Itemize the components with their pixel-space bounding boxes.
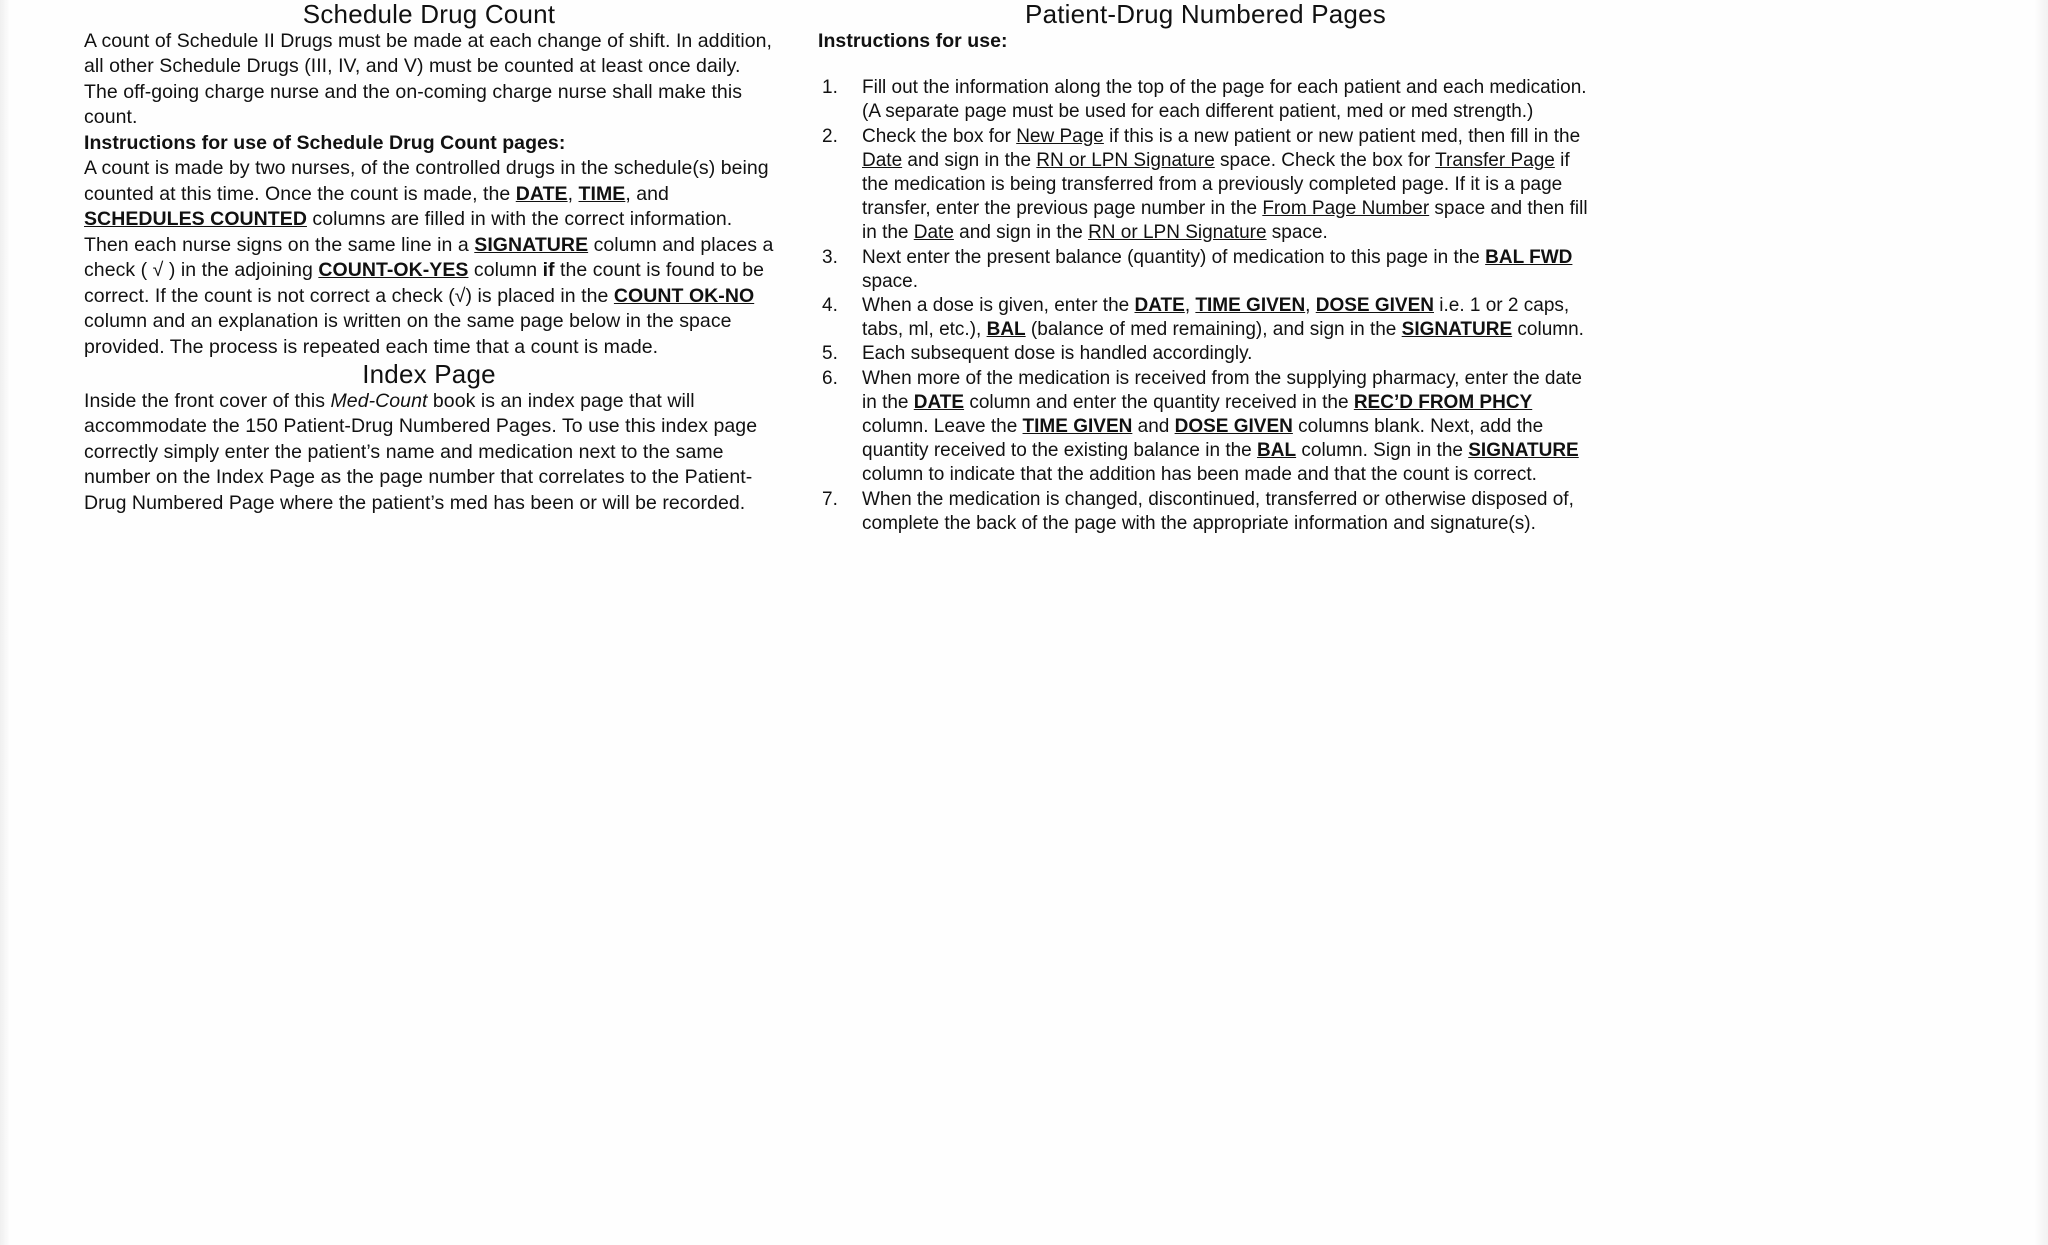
- emphasized-term: SIGNATURE: [1401, 319, 1513, 341]
- underlined-term: From Page Number: [1262, 198, 1430, 220]
- emphasized-term: SIGNATURE: [1468, 440, 1579, 462]
- count-text-8: column and an explanation is written on the same page below in the space provided. The process is repeated each time that a count is made.: [84, 310, 732, 358]
- instruction-text: Check the box for: [862, 125, 1017, 147]
- instruction-text: if this is a new patient or new patient med, then fill in the: [1103, 125, 1581, 147]
- instruction-item: [818, 342, 1593, 366]
- instruction-text: if the medication is being transferred from a previously completed page. If it is a page transfer, enter the previous page number in the: [862, 149, 1570, 220]
- instruction-text: column and enter the quantity received in the: [964, 391, 1354, 413]
- count-text-4: columns are filled in with the correct information. Then each nurse signs on the same line in a: [84, 208, 733, 256]
- schedule-drug-count-procedure-paragraph: [84, 156, 774, 360]
- underlined-term: Date: [862, 149, 903, 171]
- emphasized-term: DATE: [913, 391, 965, 413]
- count-text-6: column: [468, 259, 543, 282]
- count-text-7: the count is found to be correct. If the count is not correct a check (√) is placed in the: [84, 259, 764, 307]
- instruction-text: ,: [1305, 294, 1316, 316]
- instruction-text: and sign in the: [902, 149, 1037, 171]
- term-count-ok-yes: COUNT-OK-YES: [318, 259, 469, 282]
- instruction-item: [818, 488, 1593, 536]
- instruction-text: When a dose is given, enter the: [862, 294, 1135, 316]
- instructions-for-use-subheading: Instructions for use:: [818, 29, 1008, 52]
- underlined-term: RN or LPN Signature: [1036, 149, 1215, 171]
- instruction-text: space. Check the box for: [1214, 149, 1436, 171]
- instruction-text: Fill out the information along the top of the page for each patient and each medication. (A separate page must be used for each different patient, med or med strength.): [862, 77, 1587, 123]
- instruction-text: i.e. 1 or 2 caps, tabs, ml, etc.),: [862, 294, 1570, 341]
- instructions-list: [818, 76, 1593, 536]
- term-time: TIME: [578, 182, 626, 205]
- emphasized-term: REC’D FROM PHCY: [1353, 391, 1533, 413]
- instruction-text: space.: [1266, 222, 1328, 244]
- emphasized-term: DATE: [1134, 294, 1185, 316]
- term-date: DATE: [515, 182, 568, 205]
- instruction-item: [818, 76, 1593, 124]
- emphasized-term: BAL: [1257, 440, 1297, 462]
- instruction-text: space.: [862, 270, 918, 292]
- instruction-item: [818, 367, 1593, 488]
- underlined-term: New Page: [1016, 125, 1104, 147]
- emphasized-term: BAL FWD: [1485, 246, 1573, 268]
- instruction-text: When the medication is changed, discontinued, transferred or otherwise disposed of, complete the back of the page with the appropriate information and signature(s).: [862, 488, 1574, 534]
- instruction-text: ,: [1184, 294, 1196, 316]
- emphasized-term: BAL: [986, 319, 1026, 341]
- instruction-text: Next enter the present balance (quantity) of medication to this page in the: [862, 246, 1486, 268]
- med-count-italic-term: Med-Count: [330, 389, 428, 412]
- underlined-term: Transfer Page: [1435, 149, 1555, 171]
- patient-drug-numbered-pages-title: Patient-Drug Numbered Pages: [1025, 0, 1386, 29]
- left-column: [84, 0, 774, 516]
- emphasized-term: DOSE GIVEN: [1315, 294, 1434, 316]
- instruction-item: [818, 125, 1593, 246]
- count-text-3: , and: [625, 182, 669, 205]
- instruction-text: Each subsequent dose is handled accordingly.: [862, 343, 1253, 365]
- schedule-drug-count-title: Schedule Drug Count: [302, 0, 556, 29]
- count-text-5: column and places a check ( √ ) in the adjoining: [84, 233, 774, 282]
- instruction-text: columns blank. Next, add the quantity received to the existing balance in the: [862, 415, 1544, 462]
- emphasized-term: DOSE GIVEN: [1174, 415, 1293, 437]
- right-column: [818, 0, 1593, 536]
- term-if: if: [542, 259, 555, 282]
- schedule-drug-count-instructions-subheading: Instructions for use of Schedule Drug Count pages:: [84, 131, 566, 154]
- instruction-item: [818, 246, 1593, 294]
- index-text-1: Inside the front cover of this: [84, 389, 331, 412]
- underlined-term: RN or LPN Signature: [1088, 222, 1267, 244]
- instruction-text: (balance of med remaining), and sign in the: [1025, 319, 1402, 341]
- instruction-text: When more of the medication is received from the supplying pharmacy, enter the date in the: [862, 367, 1582, 413]
- instruction-text: space and then fill in the: [862, 198, 1588, 244]
- schedule-drug-count-intro-paragraph: A count of Schedule II Drugs must be made at each change of shift. In addition, all other Schedule Drugs (III, IV, and V) must be counted at least once daily. The off-going charge nurse and the on-coming charge nurse shall make this count.: [84, 29, 772, 129]
- count-text-1: A count is made by two nurses, of the controlled drugs in the schedule(s) being counted at this time. Once the count is made, the: [84, 157, 769, 205]
- term-schedules-counted: SCHEDULES COUNTED: [84, 208, 307, 231]
- index-page-title: Index Page: [362, 359, 496, 390]
- instruction-text: and sign in the: [953, 222, 1089, 244]
- emphasized-term: TIME GIVEN: [1022, 415, 1133, 437]
- emphasized-term: TIME GIVEN: [1195, 294, 1306, 316]
- underlined-term: Date: [913, 222, 954, 244]
- term-signature: SIGNATURE: [474, 233, 589, 256]
- count-text-2: ,: [567, 182, 579, 205]
- index-page-paragraph: [84, 389, 774, 517]
- instruction-text: column.: [1512, 319, 1584, 341]
- term-count-ok-no: COUNT OK-NO: [613, 284, 755, 307]
- index-text-2: book is an index page that will accommodate the 150 Patient-Drug Numbered Pages. To use this index page correctly simply enter the patient’s name and medication next to the same number on the Index Page as the page number that correlates to the Patient-Drug Numbered Page where the patient’s med has been or will be recorded.: [84, 389, 758, 514]
- instruction-item: [818, 294, 1593, 342]
- instruction-text: column. Leave the: [862, 415, 1023, 437]
- instruction-text: and: [1132, 415, 1175, 437]
- instruction-text: column to indicate that the addition has been made and that the count is correct.: [862, 464, 1537, 486]
- instruction-text: column. Sign in the: [1296, 440, 1469, 462]
